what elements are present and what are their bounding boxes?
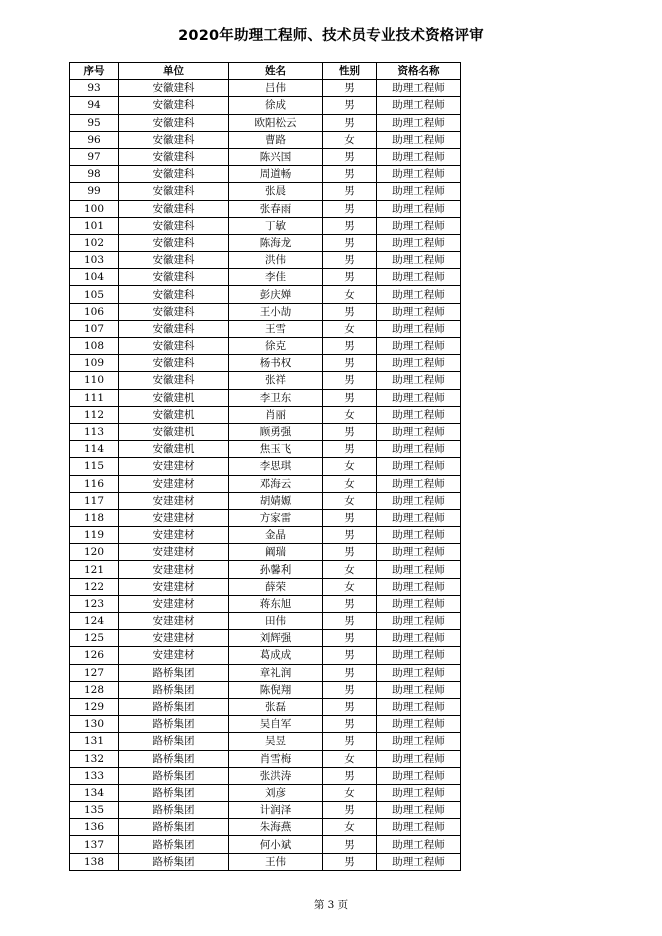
cell-unit: 安徽建机 xyxy=(119,423,229,440)
table-row xyxy=(70,836,461,853)
cell-qualification: 助理工程师 xyxy=(377,681,461,698)
cell-index: 111 xyxy=(70,389,119,406)
cell-name: 薛荣 xyxy=(229,578,323,595)
cell-unit: 路桥集团 xyxy=(119,664,229,681)
cell-index: 104 xyxy=(70,269,119,286)
table-row xyxy=(70,217,461,234)
cell-gender: 男 xyxy=(323,716,377,733)
cell-unit: 安建建材 xyxy=(119,492,229,509)
cell-name: 刘辉强 xyxy=(229,630,323,647)
cell-qualification: 助理工程师 xyxy=(377,148,461,165)
cell-name: 计润泽 xyxy=(229,802,323,819)
cell-gender: 男 xyxy=(323,97,377,114)
cell-unit: 安徽建机 xyxy=(119,441,229,458)
cell-name: 王小劼 xyxy=(229,303,323,320)
cell-name: 肖丽 xyxy=(229,406,323,423)
cell-gender: 男 xyxy=(323,527,377,544)
table-row xyxy=(70,148,461,165)
column-header-gender: 性别 xyxy=(323,63,377,80)
cell-index: 95 xyxy=(70,114,119,131)
cell-gender: 男 xyxy=(323,338,377,355)
cell-unit: 安建建材 xyxy=(119,458,229,475)
cell-index: 113 xyxy=(70,423,119,440)
cell-qualification: 助理工程师 xyxy=(377,355,461,372)
cell-index: 134 xyxy=(70,784,119,801)
cell-index: 116 xyxy=(70,475,119,492)
cell-unit: 安建建材 xyxy=(119,578,229,595)
cell-gender: 男 xyxy=(323,767,377,784)
table-row xyxy=(70,630,461,647)
cell-index: 102 xyxy=(70,234,119,251)
cell-qualification: 助理工程师 xyxy=(377,441,461,458)
cell-name: 张春雨 xyxy=(229,200,323,217)
cell-name: 曹路 xyxy=(229,131,323,148)
cell-gender: 女 xyxy=(323,750,377,767)
cell-unit: 安徽建科 xyxy=(119,286,229,303)
cell-qualification: 助理工程师 xyxy=(377,234,461,251)
cell-name: 彭庆婵 xyxy=(229,286,323,303)
cell-name: 李佳 xyxy=(229,269,323,286)
cell-gender: 男 xyxy=(323,234,377,251)
table-row xyxy=(70,183,461,200)
cell-unit: 安徽建科 xyxy=(119,372,229,389)
cell-unit: 安徽建科 xyxy=(119,200,229,217)
cell-qualification: 助理工程师 xyxy=(377,664,461,681)
cell-qualification: 助理工程师 xyxy=(377,131,461,148)
cell-unit: 安建建材 xyxy=(119,561,229,578)
table-row xyxy=(70,252,461,269)
cell-index: 93 xyxy=(70,80,119,97)
cell-unit: 安建建材 xyxy=(119,544,229,561)
cell-name: 洪伟 xyxy=(229,252,323,269)
table-row xyxy=(70,698,461,715)
table-row xyxy=(70,406,461,423)
cell-unit: 安徽建科 xyxy=(119,355,229,372)
cell-qualification: 助理工程师 xyxy=(377,819,461,836)
cell-unit: 安徽建科 xyxy=(119,217,229,234)
cell-qualification: 助理工程师 xyxy=(377,595,461,612)
cell-gender: 女 xyxy=(323,131,377,148)
cell-gender: 男 xyxy=(323,217,377,234)
cell-index: 124 xyxy=(70,613,119,630)
table-row xyxy=(70,664,461,681)
page-title: 2020年助理工程师、技术员专业技术资格评审 xyxy=(178,28,484,44)
cell-name: 王伟 xyxy=(229,853,323,870)
cell-gender: 男 xyxy=(323,595,377,612)
cell-index: 130 xyxy=(70,716,119,733)
cell-unit: 路桥集团 xyxy=(119,698,229,715)
cell-qualification: 助理工程师 xyxy=(377,458,461,475)
cell-name: 王雪 xyxy=(229,320,323,337)
cell-qualification: 助理工程师 xyxy=(377,802,461,819)
cell-unit: 安徽建科 xyxy=(119,80,229,97)
cell-gender: 男 xyxy=(323,647,377,664)
table-row xyxy=(70,372,461,389)
cell-index: 117 xyxy=(70,492,119,509)
cell-qualification: 助理工程师 xyxy=(377,286,461,303)
table-header-row xyxy=(70,63,461,80)
cell-gender: 男 xyxy=(323,441,377,458)
cell-index: 108 xyxy=(70,338,119,355)
cell-index: 132 xyxy=(70,750,119,767)
cell-unit: 安徽建科 xyxy=(119,252,229,269)
table-row xyxy=(70,166,461,183)
table-row xyxy=(70,131,461,148)
cell-name: 胡婧嫄 xyxy=(229,492,323,509)
table-row xyxy=(70,234,461,251)
cell-name: 陈海龙 xyxy=(229,234,323,251)
table-row xyxy=(70,819,461,836)
cell-qualification: 助理工程师 xyxy=(377,475,461,492)
cell-name: 金晶 xyxy=(229,527,323,544)
cell-unit: 安徽建机 xyxy=(119,389,229,406)
column-header-unit: 单位 xyxy=(119,63,229,80)
cell-index: 109 xyxy=(70,355,119,372)
table-row xyxy=(70,647,461,664)
cell-name: 蒋东旭 xyxy=(229,595,323,612)
cell-index: 99 xyxy=(70,183,119,200)
table-row xyxy=(70,114,461,131)
cell-unit: 安建建材 xyxy=(119,509,229,526)
cell-gender: 男 xyxy=(323,613,377,630)
table-row xyxy=(70,389,461,406)
cell-index: 115 xyxy=(70,458,119,475)
cell-qualification: 助理工程师 xyxy=(377,733,461,750)
cell-qualification: 助理工程师 xyxy=(377,784,461,801)
cell-gender: 男 xyxy=(323,80,377,97)
cell-gender: 男 xyxy=(323,544,377,561)
cell-index: 133 xyxy=(70,767,119,784)
cell-qualification: 助理工程师 xyxy=(377,750,461,767)
cell-index: 114 xyxy=(70,441,119,458)
cell-gender: 女 xyxy=(323,561,377,578)
cell-name: 刘彦 xyxy=(229,784,323,801)
cell-name: 张磊 xyxy=(229,698,323,715)
cell-name: 邓海云 xyxy=(229,475,323,492)
table-row xyxy=(70,458,461,475)
cell-gender: 女 xyxy=(323,406,377,423)
cell-qualification: 助理工程师 xyxy=(377,372,461,389)
table-row xyxy=(70,355,461,372)
cell-index: 120 xyxy=(70,544,119,561)
cell-index: 121 xyxy=(70,561,119,578)
cell-index: 118 xyxy=(70,509,119,526)
cell-name: 方家雷 xyxy=(229,509,323,526)
cell-gender: 男 xyxy=(323,303,377,320)
table-row xyxy=(70,561,461,578)
cell-index: 98 xyxy=(70,166,119,183)
table-row xyxy=(70,338,461,355)
cell-unit: 路桥集团 xyxy=(119,733,229,750)
table-row xyxy=(70,544,461,561)
cell-gender: 女 xyxy=(323,458,377,475)
cell-name: 何小斌 xyxy=(229,836,323,853)
cell-index: 97 xyxy=(70,148,119,165)
table-row xyxy=(70,475,461,492)
cell-unit: 安徽建科 xyxy=(119,338,229,355)
column-header-qualification: 资格名称 xyxy=(377,63,461,80)
cell-unit: 路桥集团 xyxy=(119,767,229,784)
cell-name: 张洪涛 xyxy=(229,767,323,784)
cell-name: 杨书权 xyxy=(229,355,323,372)
cell-name: 葛成成 xyxy=(229,647,323,664)
table-row xyxy=(70,750,461,767)
table-row xyxy=(70,441,461,458)
cell-index: 119 xyxy=(70,527,119,544)
cell-name: 李思琪 xyxy=(229,458,323,475)
cell-unit: 安建建材 xyxy=(119,613,229,630)
cell-unit: 安徽建科 xyxy=(119,97,229,114)
cell-gender: 男 xyxy=(323,148,377,165)
cell-qualification: 助理工程师 xyxy=(377,303,461,320)
cell-name: 孙馨利 xyxy=(229,561,323,578)
cell-gender: 女 xyxy=(323,475,377,492)
cell-name: 顾勇强 xyxy=(229,423,323,440)
cell-gender: 男 xyxy=(323,630,377,647)
cell-name: 章礼润 xyxy=(229,664,323,681)
cell-index: 138 xyxy=(70,853,119,870)
table-body xyxy=(70,80,461,871)
cell-gender: 男 xyxy=(323,853,377,870)
cell-unit: 安徽建科 xyxy=(119,131,229,148)
cell-index: 112 xyxy=(70,406,119,423)
cell-qualification: 助理工程师 xyxy=(377,767,461,784)
cell-unit: 安建建材 xyxy=(119,527,229,544)
cell-unit: 路桥集团 xyxy=(119,819,229,836)
cell-qualification: 助理工程师 xyxy=(377,613,461,630)
table-row xyxy=(70,578,461,595)
cell-index: 105 xyxy=(70,286,119,303)
cell-qualification: 助理工程师 xyxy=(377,338,461,355)
table-row xyxy=(70,613,461,630)
cell-index: 110 xyxy=(70,372,119,389)
cell-gender: 男 xyxy=(323,509,377,526)
cell-gender: 男 xyxy=(323,355,377,372)
cell-qualification: 助理工程师 xyxy=(377,527,461,544)
cell-qualification: 助理工程师 xyxy=(377,492,461,509)
table-row xyxy=(70,200,461,217)
cell-name: 陈兴国 xyxy=(229,148,323,165)
cell-gender: 男 xyxy=(323,681,377,698)
cell-gender: 男 xyxy=(323,836,377,853)
cell-qualification: 助理工程师 xyxy=(377,217,461,234)
cell-name: 周道畅 xyxy=(229,166,323,183)
cell-unit: 安建建材 xyxy=(119,475,229,492)
table-row xyxy=(70,97,461,114)
cell-index: 131 xyxy=(70,733,119,750)
qualification-table xyxy=(69,62,461,871)
cell-gender: 男 xyxy=(323,372,377,389)
cell-qualification: 助理工程师 xyxy=(377,97,461,114)
cell-name: 李卫东 xyxy=(229,389,323,406)
cell-unit: 安徽建科 xyxy=(119,148,229,165)
cell-gender: 男 xyxy=(323,166,377,183)
cell-qualification: 助理工程师 xyxy=(377,183,461,200)
cell-index: 125 xyxy=(70,630,119,647)
cell-index: 122 xyxy=(70,578,119,595)
cell-gender: 男 xyxy=(323,200,377,217)
cell-qualification: 助理工程师 xyxy=(377,544,461,561)
cell-index: 103 xyxy=(70,252,119,269)
cell-gender: 女 xyxy=(323,286,377,303)
cell-qualification: 助理工程师 xyxy=(377,200,461,217)
cell-name: 田伟 xyxy=(229,613,323,630)
cell-qualification: 助理工程师 xyxy=(377,269,461,286)
cell-index: 106 xyxy=(70,303,119,320)
cell-name: 吴昱 xyxy=(229,733,323,750)
table-row xyxy=(70,784,461,801)
cell-gender: 男 xyxy=(323,269,377,286)
cell-qualification: 助理工程师 xyxy=(377,716,461,733)
cell-gender: 男 xyxy=(323,423,377,440)
cell-qualification: 助理工程师 xyxy=(377,647,461,664)
cell-qualification: 助理工程师 xyxy=(377,166,461,183)
cell-name: 焦玉飞 xyxy=(229,441,323,458)
cell-qualification: 助理工程师 xyxy=(377,114,461,131)
table-row xyxy=(70,509,461,526)
cell-index: 96 xyxy=(70,131,119,148)
column-header-name: 姓名 xyxy=(229,63,323,80)
cell-gender: 男 xyxy=(323,389,377,406)
cell-unit: 路桥集团 xyxy=(119,750,229,767)
cell-gender: 女 xyxy=(323,819,377,836)
cell-qualification: 助理工程师 xyxy=(377,423,461,440)
cell-unit: 路桥集团 xyxy=(119,802,229,819)
cell-qualification: 助理工程师 xyxy=(377,853,461,870)
cell-name: 朱海燕 xyxy=(229,819,323,836)
cell-index: 126 xyxy=(70,647,119,664)
cell-gender: 男 xyxy=(323,183,377,200)
cell-index: 94 xyxy=(70,97,119,114)
cell-index: 129 xyxy=(70,698,119,715)
cell-unit: 安徽建机 xyxy=(119,406,229,423)
table-row xyxy=(70,80,461,97)
cell-name: 徐成 xyxy=(229,97,323,114)
table-row xyxy=(70,303,461,320)
cell-index: 137 xyxy=(70,836,119,853)
cell-qualification: 助理工程师 xyxy=(377,80,461,97)
cell-index: 107 xyxy=(70,320,119,337)
cell-qualification: 助理工程师 xyxy=(377,836,461,853)
cell-gender: 女 xyxy=(323,784,377,801)
table-row xyxy=(70,716,461,733)
cell-qualification: 助理工程师 xyxy=(377,698,461,715)
cell-gender: 男 xyxy=(323,698,377,715)
cell-unit: 安徽建科 xyxy=(119,234,229,251)
cell-name: 张晨 xyxy=(229,183,323,200)
cell-name: 张祥 xyxy=(229,372,323,389)
table-row xyxy=(70,320,461,337)
cell-index: 136 xyxy=(70,819,119,836)
cell-unit: 安徽建科 xyxy=(119,269,229,286)
cell-gender: 女 xyxy=(323,578,377,595)
cell-index: 127 xyxy=(70,664,119,681)
cell-name: 欧阳松云 xyxy=(229,114,323,131)
cell-qualification: 助理工程师 xyxy=(377,578,461,595)
cell-name: 吕伟 xyxy=(229,80,323,97)
cell-index: 135 xyxy=(70,802,119,819)
cell-qualification: 助理工程师 xyxy=(377,561,461,578)
cell-name: 肖雪梅 xyxy=(229,750,323,767)
table-row xyxy=(70,286,461,303)
cell-name: 丁敏 xyxy=(229,217,323,234)
cell-index: 123 xyxy=(70,595,119,612)
cell-unit: 安徽建科 xyxy=(119,320,229,337)
cell-qualification: 助理工程师 xyxy=(377,389,461,406)
cell-index: 101 xyxy=(70,217,119,234)
table-row xyxy=(70,733,461,750)
cell-gender: 女 xyxy=(323,320,377,337)
cell-qualification: 助理工程师 xyxy=(377,509,461,526)
cell-unit: 安建建材 xyxy=(119,630,229,647)
table-row xyxy=(70,681,461,698)
table-row xyxy=(70,767,461,784)
cell-gender: 男 xyxy=(323,664,377,681)
cell-unit: 路桥集团 xyxy=(119,784,229,801)
cell-name: 徐克 xyxy=(229,338,323,355)
cell-unit: 安徽建科 xyxy=(119,183,229,200)
cell-unit: 安建建材 xyxy=(119,647,229,664)
cell-name: 陈倪翔 xyxy=(229,681,323,698)
cell-unit: 路桥集团 xyxy=(119,853,229,870)
table-row xyxy=(70,527,461,544)
table-row xyxy=(70,802,461,819)
cell-name: 阚瑞 xyxy=(229,544,323,561)
cell-name: 吴自军 xyxy=(229,716,323,733)
table-row xyxy=(70,423,461,440)
table-row xyxy=(70,269,461,286)
cell-gender: 男 xyxy=(323,114,377,131)
table-row xyxy=(70,492,461,509)
column-header-index: 序号 xyxy=(70,63,119,80)
table-row xyxy=(70,853,461,870)
cell-qualification: 助理工程师 xyxy=(377,252,461,269)
cell-unit: 路桥集团 xyxy=(119,681,229,698)
cell-gender: 男 xyxy=(323,733,377,750)
cell-unit: 安徽建科 xyxy=(119,166,229,183)
cell-gender: 男 xyxy=(323,252,377,269)
table-row xyxy=(70,595,461,612)
cell-unit: 安徽建科 xyxy=(119,114,229,131)
cell-unit: 安建建材 xyxy=(119,595,229,612)
page-number: 第 3 页 xyxy=(313,899,349,911)
cell-qualification: 助理工程师 xyxy=(377,630,461,647)
cell-gender: 男 xyxy=(323,802,377,819)
cell-index: 128 xyxy=(70,681,119,698)
cell-index: 100 xyxy=(70,200,119,217)
cell-unit: 安徽建科 xyxy=(119,303,229,320)
cell-unit: 路桥集团 xyxy=(119,836,229,853)
cell-qualification: 助理工程师 xyxy=(377,320,461,337)
cell-qualification: 助理工程师 xyxy=(377,406,461,423)
cell-unit: 路桥集团 xyxy=(119,716,229,733)
cell-gender: 女 xyxy=(323,492,377,509)
